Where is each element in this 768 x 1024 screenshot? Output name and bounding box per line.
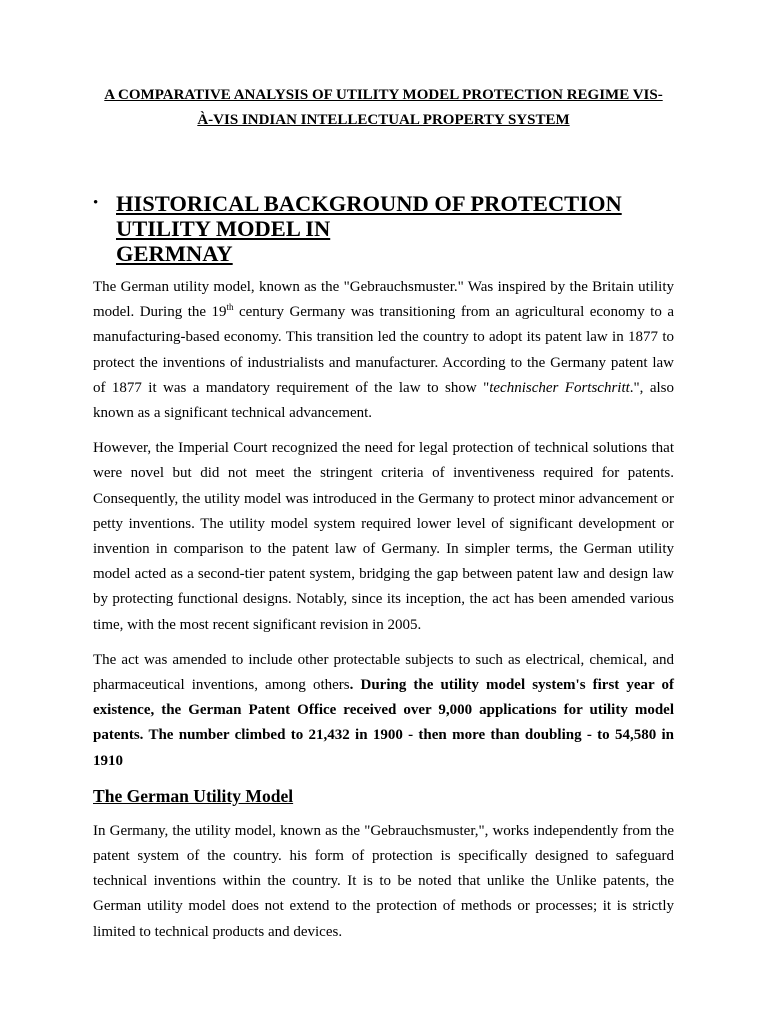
subheading-german-utility-model: The German Utility Model [93, 785, 294, 806]
paragraph-1-italic-term: technischer Fortschritt [489, 379, 630, 396]
paragraph-1 [93, 275, 674, 426]
paragraph-1-part-2: century Germany was transitioning from an agricultural economy to a manufacturing-based economy. This transition led the country to adopt its patent law in 1877 to protect the inventions of industrialists and manufacturer. According to the Germany patent law of 1877 it was a mandatory requirement of the law to show " [93, 304, 674, 396]
paragraph-3 [93, 648, 674, 774]
section-heading-line-2: GERMNAY [116, 241, 233, 266]
paragraph-3-bold: . During the utility model system's first year of existence, the German Patent Office received over 9,000 applications for utility model patents. The number climbed to 21,432 in 1900 - then more than doubling - to 54,580 in 1910 [93, 677, 675, 769]
paragraph-1-part-3: .", also known as a significant technical advancement. [93, 379, 674, 422]
paragraph-1-part-1: The German utility model, known as the "Gebrauchsmuster." Was inspired by the Britain utility model. During the 19 [93, 279, 674, 321]
section-heading-text [116, 191, 674, 266]
paragraph-3-normal: The act was amended to include other protectable subjects to such as electrical, chemical, and pharmaceutical inventions, among others [93, 651, 674, 694]
paragraph-1-superscript: th [226, 302, 234, 313]
document-title [93, 83, 674, 133]
paragraph-2: However, the Imperial Court recognized the need for legal protection of technical solutions that were novel but did not meet the stringent criteria of inventiveness required for patents. Consequently, the utility model was introduced in the Germany to protect minor advancement or petty inventions. The utility model system required lower level of significant development or invention in comparison to the patent law of Germany. In simpler terms, the German utility model acted as a second-tier patent system, bridging the gap between patent law and design law by protecting functional designs. Notably, since its inception, the act has been amended various time, with the most recent significant revision in 2005. [93, 440, 674, 633]
bullet-icon: • [93, 195, 99, 211]
section-heading-line-1: HISTORICAL BACKGROUND OF PROTECTION UTILITY MODEL IN [116, 191, 622, 241]
paragraph-4: In Germany, the utility model, known as the "Gebrauchsmuster,", works independently from the patent system of the country. his form of protection is specifically designed to safeguard technical inventions within the country. It is to be noted that unlike the Unlike patents, the German utility model does not extend to the protection of methods or processes; it is strictly limited to technical products and devices. [93, 822, 674, 940]
section-heading-historical [93, 191, 674, 266]
title-line-1: A COMPARATIVE ANALYSIS OF UTILITY MODEL PROTECTION REGIME VIS- [104, 87, 663, 103]
title-line-2: À-VIS INDIAN INTELLECTUAL PROPERTY SYSTEM [197, 112, 570, 128]
